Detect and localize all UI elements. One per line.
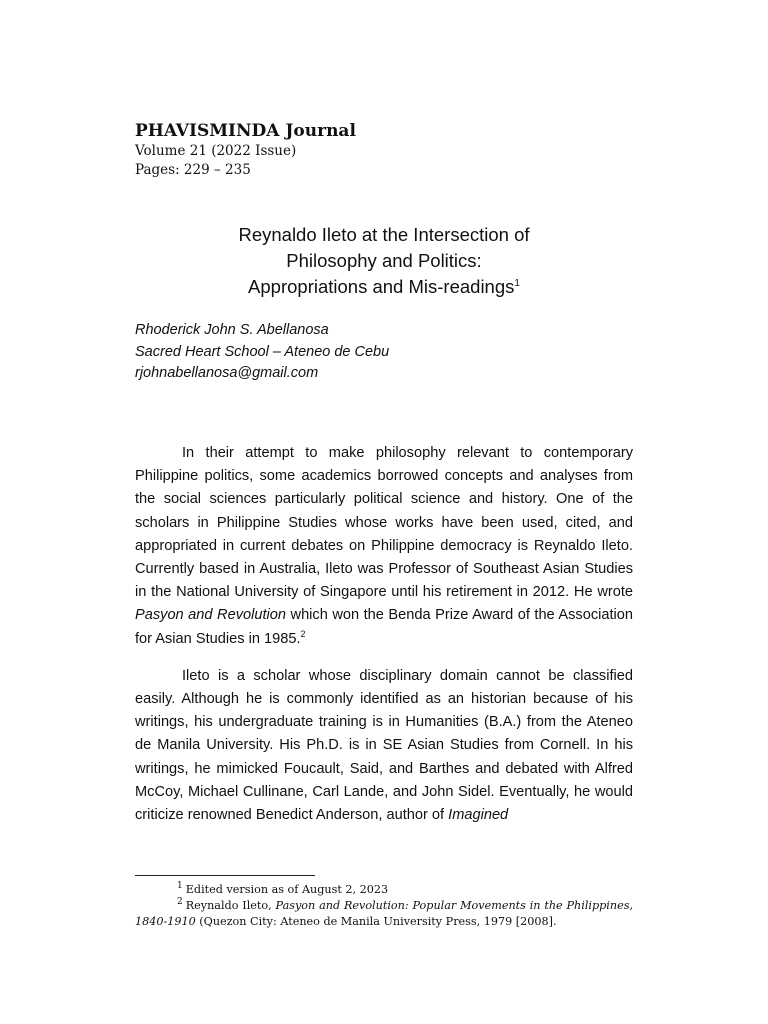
footnote-2 [135,898,633,930]
author-name: Rhoderick John S. Abellanosa [135,322,329,338]
title-line-1: Reynaldo Ileto at the Intersection of [238,224,530,245]
journal-volume: Volume 21 (2022 Issue) [135,143,297,159]
article-title [0,222,768,300]
journal-pages: Pages: 229 – 235 [135,162,251,178]
title-line-2: Philosophy and Politics: [286,250,482,271]
paragraph-1-footnote-marker: 2 [300,628,306,639]
author-affiliation: Sacred Heart School – Ateneo de Cebu [135,343,390,360]
footnote-divider [135,875,315,876]
paragraph-1-text-a: In their attempt to make philosophy relevant to contemporary Philippine politics, some academics borrowed concepts and analyses from the social sciences particularly political science and history. One of the scholars in Philippine Studies whose works have been used, cited, and appropriated in current debates on Philippine democracy is Reynaldo Ileto. Currently based in Australia, Ileto was Professor of Southeast Asian Studies in the National University of Singapore until his retirement in 2012. He wrote [135,445,633,601]
footnotes [135,882,633,930]
title-line-3-text: Appropriations and Mis-readings [248,276,515,297]
author-email: rjohnabellanosa@gmail.com [135,365,319,381]
footnote-1-text: Edited version as of August 2, 2023 [185,883,389,896]
footnote-2-number: 2 [177,897,183,908]
title-line-3 [0,274,768,300]
footnote-1-number: 1 [177,881,183,892]
paragraph-1-text-b: which won the Benda Prize Award of the Association for Asian Studies in 1985. [135,607,634,647]
paragraph-2-book-title: Imagined [448,807,509,824]
footnote-2-text-b: (Quezon City: Ateneo de Manila University Press, 1979 [2008]. [195,915,557,928]
journal-header [135,120,356,180]
author-info [135,320,389,385]
paragraph-2 [135,665,633,827]
article-body [135,442,633,841]
paragraph-1 [135,442,633,651]
journal-name: PHAVISMINDA Journal [135,121,356,141]
paragraph-2-text-a: Ileto is a scholar whose disciplinary domain cannot be classified easily. Although he is commonly identified as an historian because of his writings, his undergraduate training is in Humanities (B.A.) from the Ateneo de Manila University. His Ph.D. is in SE Asian Studies from Cornell. In his writings, he mimicked Foucault, Said, and Barthes and debated with Alfred McCoy, Michael Cullinane, Carl Lande, and John Sidel. Eventually, he would criticize renowned Benedict Anderson, author of [135,667,633,824]
footnote-2-text-a: Reynaldo Ileto, [185,899,276,912]
footnote-1 [135,882,633,898]
footnote-2-book-title: Pasyon and Revolution: Popular Movements in the Philippines, 1840-1910 [135,899,634,928]
paragraph-1-book-title: Pasyon and Revolution [135,607,287,624]
title-footnote-marker: 1 [514,277,520,289]
